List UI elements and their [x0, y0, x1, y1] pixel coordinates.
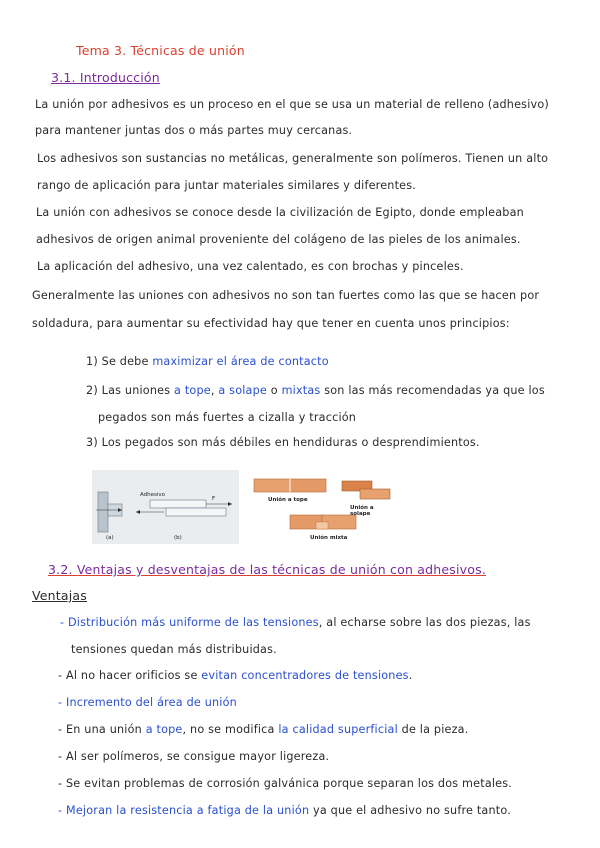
ventaja-3-highlight: - Incremento del área de unión [58, 696, 237, 709]
principle-2-tope: a tope [174, 384, 211, 397]
principle-2-sep: , [210, 384, 219, 397]
ventaja-2-suffix: . [408, 669, 413, 682]
intro-line: rango de aplicación para juntar materiales similares y diferentes. [37, 179, 417, 192]
ventajas-heading: Ventajas [32, 588, 87, 603]
ventaja-7-suffix: ya que el adhesivo no sufre tanto. [309, 804, 511, 817]
intro-line: La unión por adhesivos es un proceso en el que se usa un material de relleno (adhesivo) [35, 98, 549, 111]
principle-3: 3) Los pegados son más débiles en hendiduras o desprendimientos. [86, 436, 480, 449]
principle-2-sep: o [267, 384, 282, 397]
ventaja-4-mid: , no se modifica [182, 723, 279, 736]
joint-types-figure [246, 465, 394, 547]
ventaja-7 [58, 804, 511, 818]
ventaja-1 [60, 616, 531, 630]
principle-1 [86, 355, 329, 369]
ventaja-3 [58, 696, 237, 710]
joint-label-tope: Unión a tope [268, 497, 308, 503]
intro-line: La unión con adhesivos se conoce desde la civilización de Egipto, donde empleaban [36, 206, 524, 219]
adhesive-diagram-figure [92, 470, 239, 544]
ventaja-1-suffix: , al echarse sobre las dos piezas, las [318, 616, 531, 629]
figure-label-a: (a) [106, 535, 114, 541]
principle-2-solape: a solape [218, 384, 267, 397]
joint-label-solape: Unión a solape [350, 505, 374, 517]
ventaja-2-prefix: - Al no hacer orificios se [58, 669, 202, 682]
ventaja-4 [58, 723, 468, 737]
ventaja-1-highlight: - Distribución más uniforme de las tensiones [60, 616, 319, 629]
intro-line: para mantener juntas dos o más partes muy cercanas. [35, 124, 353, 137]
ventaja-7-highlight: - Mejoran la resistencia a fatiga de la unión [58, 804, 310, 817]
section-heading-ventajas-desventajas: 3.2. Ventajas y desventajas de las técnicas de unión con adhesivos. [48, 562, 486, 577]
principle-2 [86, 384, 545, 398]
principle-2-suffix: son las más recomendadas ya que los [320, 384, 545, 397]
intro-line: Los adhesivos son sustancias no metálicas, generalmente son polímeros. Tienen un alto [37, 152, 549, 165]
principle-2-prefix: 2) Las uniones [86, 384, 175, 397]
principle-1-highlight: maximizar el área de contacto [152, 355, 329, 368]
ventaja-5: - Al ser polímeros, se consigue mayor ligereza. [58, 750, 330, 763]
page-title: Tema 3. Técnicas de unión [76, 43, 245, 58]
figure-label-f: F [212, 496, 216, 502]
ventaja-6: - Se evitan problemas de corrosión galvánica porque separan los dos metales. [58, 777, 513, 790]
intro-line: La aplicación del adhesivo, una vez calentado, es con brochas y pinceles. [37, 260, 464, 273]
figure-label-b: (b) [174, 535, 182, 541]
section-heading-introduccion: 3.1. Introducción [51, 70, 160, 85]
principle-1-prefix: 1) Se debe [86, 355, 153, 368]
intro-line: adhesivos de origen animal proveniente del colágeno de las pieles de los animales. [36, 233, 521, 246]
adhesive-diagram-svg [92, 470, 239, 544]
ventaja-1-continued: tensiones quedan más distribuidas. [71, 643, 277, 656]
joint-label-mixta: Unión mixta [310, 535, 348, 541]
principle-2-continued: pegados son más fuertes a cizalla y tracción [98, 411, 357, 424]
intro-line: soldadura, para aumentar su efectividad hay que tener en cuenta unos principios: [32, 317, 510, 330]
figure-label-adhesivo: Adhesivo [140, 492, 166, 498]
ventaja-4-tope: a tope [145, 723, 183, 736]
ventaja-4-suffix: de la pieza. [397, 723, 469, 736]
ventaja-4-prefix: - En una unión [58, 723, 146, 736]
ventaja-2 [58, 669, 412, 683]
principle-2-mixtas: mixtas [281, 384, 321, 397]
ventaja-4-calidad: la calidad superficial [278, 723, 398, 736]
ventaja-2-highlight: evitan concentradores de tensiones [201, 669, 409, 682]
intro-line: Generalmente las uniones con adhesivos no son tan fuertes como las que se hacen por [32, 289, 540, 302]
